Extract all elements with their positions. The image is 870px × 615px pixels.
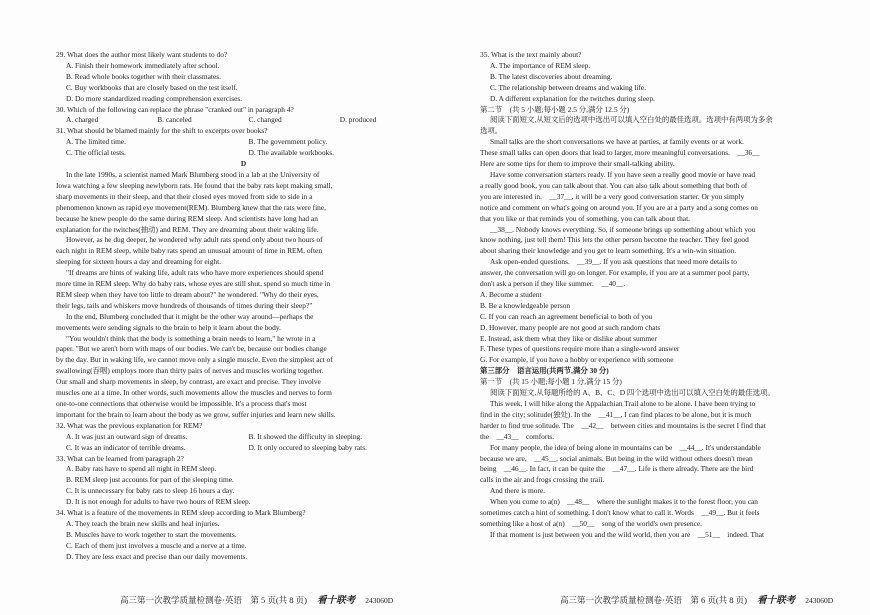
option-line: C. Buy workbooks that are closely based on the test itself. [66, 82, 238, 92]
passage-line: In the end, Blumberg concluded that it might be the other way around—perhaps the [66, 311, 314, 321]
passage-line: calls in the air and frogs crossing the trail. [480, 475, 605, 485]
questions-29-30 [56, 50, 431, 115]
footer-text: 高三第一次教学质量检测卷·英语 第 5 页(共 8 页) [120, 595, 307, 605]
passage-line: sleeping for sixteen hours a day and dreaming for eight. [56, 257, 222, 267]
passage-line: important for the brain to learn about the body as we grow, suffer injuries and learn new skills. [56, 409, 336, 419]
passage-line: This week, I will hike along the Appalachian Trail alone to be alone. I have been trying to [490, 399, 756, 408]
passage-line: by the day. But in waking life, we cannot move only a single muscle. Even the simplest act of [56, 355, 333, 365]
option-line: D. A different explanation for the twitches during sleep. [490, 93, 655, 103]
option-line: B. REM sleep just accounts for part of the sleeping time. [66, 475, 234, 485]
option-item: D. produced [339, 115, 377, 125]
option-item: D. The available workbooks. [248, 148, 334, 158]
option-item: C. The official tests. [66, 148, 126, 158]
answer-options-a-g [480, 290, 852, 366]
passage-line: These small talks can open doors that lead to larger, more meaningful conversations. __36__ [480, 148, 760, 158]
passage-line: Have some conversation starters ready. If you have seen a really good movie or have read [490, 169, 756, 179]
passage-line: you are interested in. __37__, it will be a very good conversation starter. Or you simply [480, 191, 745, 201]
passage-line: each night in REM sleep, while baby rats spend an unusual amount of time in REM, often [56, 246, 323, 256]
passage-line: muscles one at a time. In other words, such movements allow the muscles and nerves to form [56, 388, 332, 398]
question-stem: 35. What is the text mainly about? [480, 50, 582, 59]
passage-line: explanation for the twitches(抽动) and REM. They are dreaming about their waking life. [56, 224, 319, 234]
question-33 [56, 454, 431, 509]
part3-section1-title: 第一节 (共 15 小题;每小题 1 分,满分 15 分) [480, 377, 622, 387]
answer-option: B. Be a knowledgeable person [480, 300, 571, 310]
option-line: D. Do more standardized reading comprehension exercises. [66, 93, 243, 103]
section2-title: 第二节 (共 5 小题;每小题 2.5 分,满分 12.5 分) [480, 104, 630, 114]
question-stem: 33. What can be learned from paragraph 2? [56, 453, 184, 463]
option-line: C. It is unnecessary for baby rats to sleep 16 hours a day. [66, 486, 235, 496]
passage-line: "If dreams are hints of waking life, adult rats who have more experiences should spend [66, 268, 324, 278]
footer-brand: 看十联考 [757, 596, 796, 606]
option-line: B. Muscles have to work together to start the movements. [66, 529, 237, 539]
answer-option: A. Become a student [480, 289, 542, 299]
footer-brand: 看十联考 [317, 596, 356, 606]
option-item: C. It was an indicator of terrible dreams. [66, 442, 186, 452]
q30-options [56, 115, 431, 126]
option-item: B. It showed the difficulty in sleeping. [248, 431, 363, 441]
passage-line: about sharing their knowledge and you get to learn something. It's a win-win situation. [480, 246, 737, 256]
option-item: B. canceled [157, 115, 192, 125]
question-stem: 34. What is a feature of the movements in REM sleep according to Mark Blumberg? [56, 508, 306, 518]
passage-line: Small talks are the short conversations we have at parties, at family events or at work. [490, 137, 744, 147]
footer-code: 243060D [805, 596, 834, 605]
option-item: B. The government policy. [248, 137, 328, 147]
passage-d [56, 170, 431, 421]
passage-line: a really good book, you can talk about that. You can also talk about something that both of [480, 180, 748, 190]
option-row [56, 443, 431, 454]
option-line: D. It is not enough for adults to have two hours of REM sleep. [66, 497, 251, 507]
passage-line: that you like or that reminds you of something, you can talk about that. [480, 213, 690, 223]
passage-line: __38__. Nobody knows everything. So, if someone brings up something about which you [490, 224, 756, 234]
passage-line: REM sleep when they have too little to dream about?" he wondered. "Why do their eyes, [56, 289, 319, 299]
passage-line: because we are, __45__, social animals. But being in the wild without others doesn't mean [480, 453, 753, 463]
passage-line: one-to-one connections that otherwise would be impossible. It's a process that's most [56, 399, 307, 408]
q32-options [56, 432, 431, 454]
q31-options [56, 137, 431, 159]
option-item: D. It only occured to sleeping baby rats. [248, 442, 367, 452]
option-line: A. The importance of REM sleep. [490, 60, 591, 70]
passage-line: If that moment is just between you and the wild world, then you are __51__ indeed. That [490, 529, 765, 539]
passage-line: phenomenon known as rapid eye movement(REM). Blumberg knew that the rats were fine, [56, 202, 326, 212]
question-35 [480, 50, 852, 105]
section-letter: D [240, 159, 247, 169]
q32-stem: 32. What was the previous explanation for REM? [56, 420, 203, 430]
option-line: A. Baby rats have to spend all night in REM sleep. [66, 464, 217, 474]
passage-line: something like a host of a(n) __50__ song of the world's own presence. [480, 518, 702, 528]
passage-line: swallowing(吞咽) employs more than thirty pairs of nerves and muscles working together. [56, 366, 324, 376]
passage-line: don't ask a person if they like summer. __40__. [480, 279, 626, 289]
option-line: A. They teach the brain new skills and heal injuries. [66, 518, 220, 528]
passage-line: "You wouldn't think that the body is something a brain needs to learn," he wrote in a [66, 333, 316, 343]
option-line: C. Each of them just involves a muscle and a nerve at a time. [66, 540, 247, 550]
option-line: A. Finish their homework immediately after school. [66, 60, 220, 70]
q31-stem: 31. What should be blamed mainly for the shift to excerpts over books? [56, 126, 268, 136]
passage-line: Iowa watching a few sleeping newlyborn rats. He found that the baby rats kept making small, [56, 180, 333, 190]
passage-solitude [480, 399, 852, 541]
option-row [56, 432, 431, 443]
passage-line: When you come to a(n) __48__ where the sunlight makes it to the forest floor, you can [490, 497, 758, 507]
passage-line: because he knew people do the same during REM sleep. And scientists have long had an [56, 213, 318, 223]
passage-line: paper. "But we aren't born with maps of our bodies. We can't be, because our bodies change [56, 344, 327, 354]
passage-line: more time in REM sleep. Why do baby rats, whose eyes are still shut, spend so much time in [56, 279, 331, 289]
answer-option: E. Instead, ask them what they like or dislike about summer [480, 333, 657, 343]
passage-line: answer, the conversation will go on longer. For example, if you are at a summer pool party, [480, 268, 750, 278]
passage-line: harder to find true solitude. The __42__ between cities and mountains is the secret I find that [480, 420, 766, 430]
passage-line: know nothing, just tell them! This lets the other person become the teacher. They feel good [480, 235, 749, 245]
passage-line: being __46__. In fact, it can be quite the __47__. Life is there already. There are the bird [480, 464, 754, 474]
option-line: B. The latest discoveries about dreaming. [490, 71, 613, 81]
option-item: C. changed [248, 115, 282, 125]
passage-line: notice and comment on what's going on around you. If you are at a party and a song comes on [480, 202, 758, 212]
section2-instructions [480, 115, 852, 137]
answer-option: C. If you can reach an agreement beneficial to both of you [480, 311, 653, 321]
passage-line: And there is more. [490, 486, 546, 496]
passage-line: Here are some tips for them to improve their small-talking ability. [480, 159, 675, 169]
right-footer [560, 592, 833, 606]
answer-option: F. These types of questions require more than a single-word answer [480, 344, 680, 354]
right-column [480, 50, 852, 541]
instruction-line: 选项。 [480, 126, 503, 136]
answer-option: G. For example, if you have a hobby or experience with someone [480, 355, 674, 365]
passage-line: For many people, the idea of being alone in mountains can be __44__. It's understandable [490, 442, 761, 452]
passage-line: sharp movements in their sleep, and that their closed eyes moved from side to side in a [56, 191, 313, 201]
passage-line: the __43__ comforts. [480, 431, 555, 441]
question-stem: 29. What does the author most likely want students to do? [56, 50, 228, 59]
footer-text: 高三第一次教学质量检测卷·英语 第 6 页(共 8 页) [560, 595, 747, 605]
option-item: A. charged [66, 115, 99, 125]
passage-line: their legs, tails and whiskers move hundreds of thousands of times during their sleep?" [56, 300, 313, 310]
passage-line: Our small and sharp movements in sleep, by contrast, are exact and precise. They involve [56, 377, 321, 387]
question-stem: 30. Which of the following can replace the phrase "cranked out" in paragraph 4? [56, 104, 294, 114]
passage-small-talk [480, 137, 852, 290]
passage-line: However, as he dug deeper, he wondered why adult rats spend only about two hours of [66, 235, 323, 245]
question-34 [56, 508, 431, 563]
part3-title: 第三部分 语言运用(共两节,满分 30 分) [480, 366, 609, 376]
option-line: D. They are less exact and precise than our daily movements. [66, 551, 248, 561]
passage-line: find in the city; solitude(独处). In the __41__, I can find places to be alone, but it is much [480, 409, 752, 419]
answer-option: D. However, many people are not good at such random chats [480, 322, 661, 332]
option-row [56, 137, 431, 148]
option-row [56, 148, 431, 159]
part3-instructions: 阅读下面短文,从每题所给的 A、B、C、D 四个选项中选出可以填入空白处的最佳选项。 [490, 388, 775, 398]
passage-line: movements were sending signals to the brain to help it learn about the body. [56, 322, 281, 332]
left-column [56, 50, 431, 563]
left-footer [120, 592, 393, 606]
option-line: B. Read whole books together with their classmates. [66, 71, 221, 81]
instruction-line: 阅读下面短文,从短文后的选项中选出可以填入空白处的最佳选项。选项中有两项为多余 [490, 115, 773, 125]
passage-line: In the late 1990s, a scientist named Mark Blumberg stood in a lab at the University of [66, 169, 320, 179]
passage-line: sometimes catch a hint of something. I don't know what to call it. Words __49__. But it feels [480, 508, 760, 518]
option-line: C. The relationship between dreams and waking life. [490, 82, 647, 92]
option-item: A. The limited time. [66, 137, 127, 147]
footer-code: 243060D [365, 596, 394, 605]
passage-line: Ask open-ended questions. __39__. If you ask questions that need more details to [490, 257, 737, 267]
option-item: A. It was just an outward sign of dreams. [66, 431, 188, 441]
